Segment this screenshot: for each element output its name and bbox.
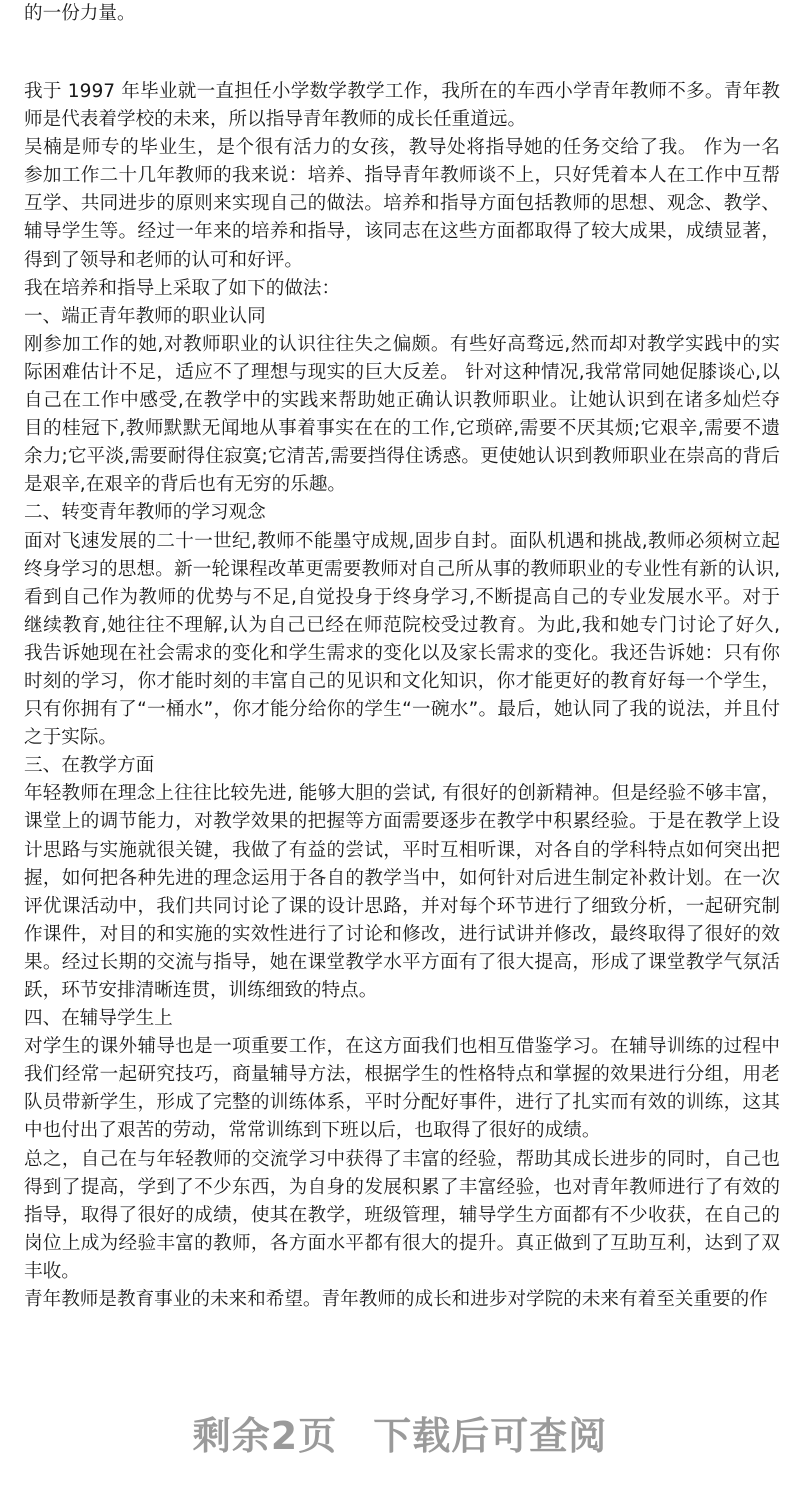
section-heading [24,499,780,527]
text-line: 三、在教学方面 [24,755,155,777]
text-line: 跃，环节安排清晰连贯，训练细致的特点。 [24,980,378,1001]
text-line: 二、转变青年教师的学习观念 [24,502,266,524]
download-to-view-label[interactable]: 下载后可查阅 [373,1414,608,1458]
section-heading [24,303,780,331]
text-line: 刚参加工作的她,对教师职业的认识往往失之偏颇。有些好高骛远,然而却对教学实践中的实 [24,333,780,355]
text-line: 青年教师是教育事业的未来和希望。青年教师的成长和进步对学院的未来有着至关重要的作 [24,1289,768,1311]
text-line: 课堂上的调节能力，对教学效果的把握等方面需要逐步在教学中积累经验。于是在教学上设 [24,811,780,833]
text-line: 目的桂冠下,教师默默无闻地从事着事实在在的工作,它琐碎,需要不厌其烦;它艰辛,需要不遗 [24,418,780,440]
remaining-pages-label: 剩余2页 [192,1414,338,1458]
text-line: 我告诉她现在社会需求的变化和学生需求的变化以及家长需求的变化。我还告诉她：只有你 [24,642,780,664]
text-line: 得到了领导和老师的认可和好评。 [24,249,303,271]
paragraph [24,331,780,500]
text-line: 总之，自己在与年轻教师的交流学习中获得了丰富的经验，帮助其成长进步的同时，自己也 [24,1148,780,1170]
text-line: 果。经过长期的交流与指导，她在课堂教学水平方面有了很大提高，形成了课堂教学气氛活 [24,951,780,973]
text-line: 岗位上成为经验丰富的教师，各方面水平都有很大的提升。真正做到了互助互利，达到了双 [24,1232,780,1254]
text-line: 师是代表着学校的未来，所以指导青年教师的成长任重道远。 [24,109,527,131]
paragraph [24,78,780,134]
text-line: 我们经常一起研究技巧，商量辅导方法，根据学生的性格特点和掌握的效果进行分组，用老 [24,1064,780,1086]
paragraph [24,780,780,1005]
text-line: 是艰辛,在艰辛的背后也有无穷的乐趣。 [24,474,347,496]
text-line: 我于 1997 年毕业就一直担任小学数学教学工作，我所在的车西小学青年教师不多。青年教 [24,81,780,102]
text-line: 评优课活动中，我们共同讨论了课的设计思路，并对每个环节进行了细致分析，一起研究制 [24,895,780,917]
paragraph [24,275,780,303]
text-line: 中也付出了艰苦的劳动，常常训练到下班以后，也取得了很好的成绩。 [24,1120,601,1142]
paragraph [24,1286,780,1314]
text-line: 终身学习的思想。新一轮课程改革更需要教师对自己所从事的教师职业的专业性有新的认识, [24,558,780,580]
text-line: 际困难估计不足，适应不了理想与现实的巨大反差。 针对这种情况,我常常同她促膝谈心,以 [24,361,780,383]
section-heading [24,1005,780,1033]
text-line: 我在培养和指导上采取了如下的做法： [24,277,341,299]
text-line: 自己在工作中感受,在教学中的实践来帮助她正确认识教师职业。让她认识到在诸多灿烂夺 [24,390,780,412]
text-line: 参加工作二十几年教师的我来说：培养、指导青年教师谈不上，只好凭着本人在工作中互帮 [24,165,780,187]
text-line: 辅导学生等。经过一年来的培养和指导，该同志在这些方面都取得了较大成果，成绩显著， [24,221,780,243]
section-heading [24,752,780,780]
text-line: 面对飞速发展的二十一世纪,教师不能墨守成规,固步自封。面队机遇和挑战,教师必须树立起 [24,530,780,552]
text-line: 互学、共同进步的原则来实现自己的做法。培养和指导方面包括教师的思想、观念、教学、 [24,193,780,215]
text-line: 指导，取得了很好的成绩，使其在教学，班级管理，辅导学生方面都有不少收获，在自己的 [24,1204,780,1226]
text-line: 时刻的学习，你才能时刻的丰富自己的见识和文化知识，你才能更好的教育好每一个学生， [24,670,780,692]
document-body [24,78,780,1314]
text-line: 一、端正青年教师的职业认同 [24,305,266,327]
paragraph [24,1146,780,1286]
text-line: 的一份力量。 [24,3,136,24]
text-line: 年轻教师在理念上往往比较先进, 能够大胆的尝试, 有很好的创新精神。但是经验不够丰富， [24,783,780,805]
previous-page-fragment [24,0,780,28]
paragraph [24,1033,780,1145]
text-line: 只有你拥有了“一桶水”，你才能分给你的学生“一碗水”。最后，她认同了我的说法，并且付 [24,699,780,721]
text-line: 得到了提高，学到了不少东西，为自身的发展积累了丰富经验，也对青年教师进行了有效的 [24,1176,780,1198]
text-line: 之于实际。 [24,727,117,749]
text-line: 作课件，对目的和实施的实效性进行了讨论和修改，进行试讲并修改，最终取得了很好的效 [24,923,780,945]
text-line: 继续教育,她往往不理解,认为自己已经在师范院校受过教育。为此,我和她专门讨论了好久, [24,614,780,636]
text-line: 计思路与实施就很关键，我做了有益的尝试，平时互相听课，对各自的学科特点如何突出把 [24,839,780,861]
text-line: 丰收。 [24,1260,80,1282]
text-line: 对学生的课外辅导也是一项重要工作，在这方面我们也相互借鉴学习。在辅导训练的过程中 [24,1036,780,1058]
download-prompt[interactable] [0,1405,800,1460]
text-line: 余力;它平淡,需要耐得住寂寞;它清苦,需要挡得住诱惑。更使她认识到教师职业在崇高的背后 [24,446,780,468]
text-line: 看到自己作为教师的优势与不足,自觉投身于终身学习,不断提高自己的专业发展水平。对于 [24,586,780,608]
text-line: 队员带新学生，形成了完整的训练体系，平时分配好事件，进行了扎实而有效的训练，这其 [24,1092,780,1114]
paragraph [24,528,780,753]
text-line: 吴楠是师专的毕业生，是个很有活力的女孩，教导处将指导她的任务交给了我。 作为一名 [24,137,780,159]
paragraph [24,134,780,274]
text-line: 握，如何把各种先进的理念运用于各自的教学当中，如何针对后进生制定补救计划。在一次 [24,867,780,889]
text-line: 四、在辅导学生上 [24,1008,173,1030]
